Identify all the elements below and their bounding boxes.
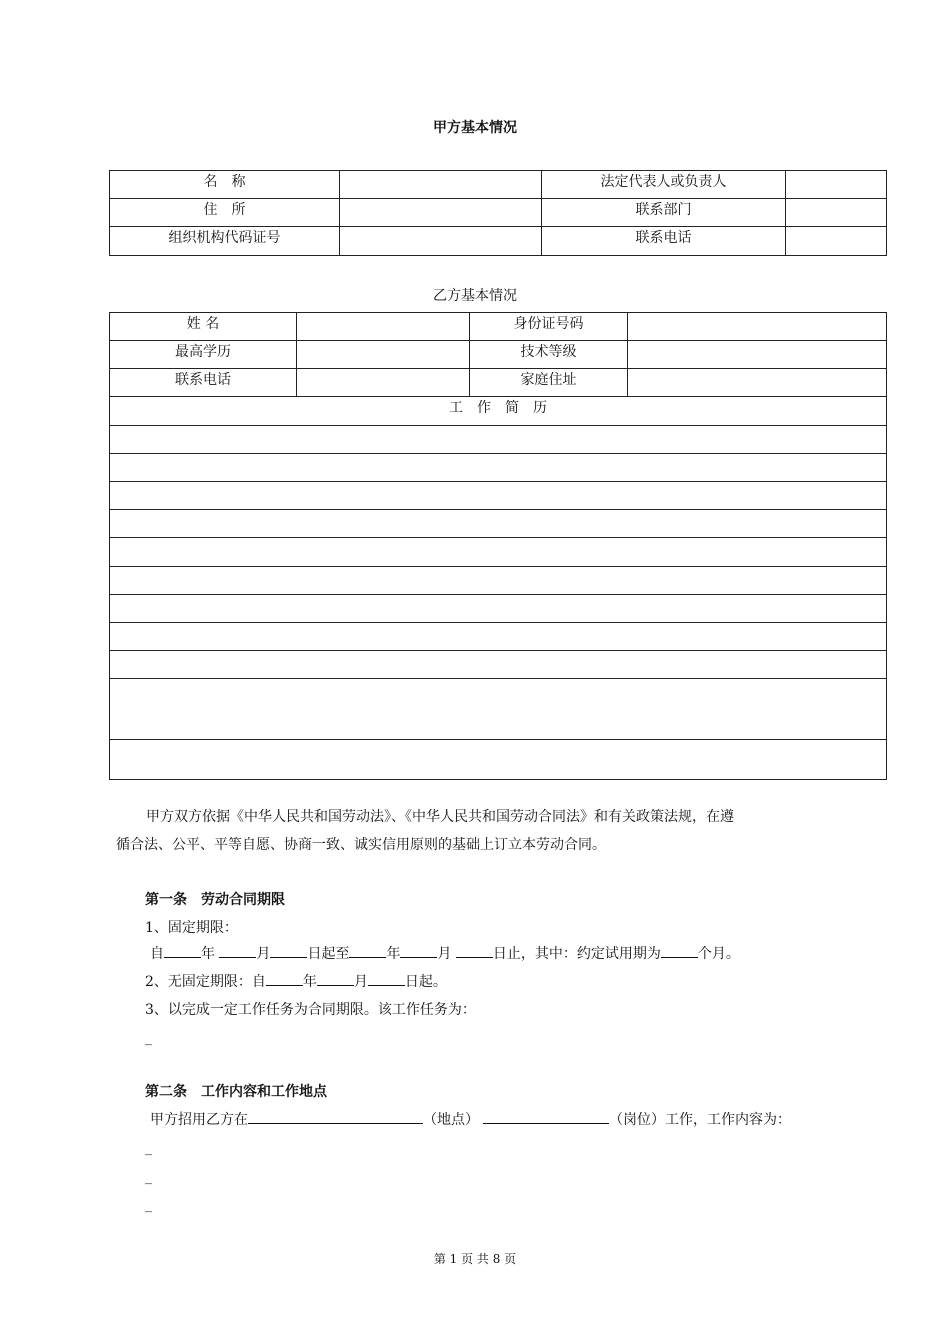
end-day-blank[interactable]: [456, 943, 493, 958]
label-id-number: 身份证号码: [470, 313, 628, 341]
label-full-name: 姓 名: [110, 313, 297, 341]
article1-item2: 2、无固定期限：自 年 月 日起。: [145, 968, 447, 996]
table-row: [110, 313, 887, 341]
work-history-row: [110, 482, 887, 510]
article2-content-blank[interactable]: _: [145, 1197, 152, 1213]
open-start-year-blank[interactable]: [266, 971, 303, 986]
value-full-name[interactable]: [297, 313, 470, 341]
table-row: [110, 199, 887, 227]
work-history-header: 工 作 简 历: [110, 397, 887, 426]
value-phone[interactable]: [786, 227, 887, 256]
label-home-address: 家庭住址: [470, 369, 628, 397]
article2-content-blank[interactable]: _: [145, 1140, 152, 1156]
article1-fixed-term-line: 自 年 月 日起至 年 月 日止，其中：约定试用期为 个月。: [150, 940, 740, 968]
value-phone[interactable]: [297, 369, 470, 397]
work-history-row: [110, 510, 887, 538]
label-legal-rep: 法定代表人或负责人: [542, 171, 786, 199]
article1-item3: 3、以完成一定工作任务为合同期限。该工作任务为：: [145, 1002, 476, 1018]
party-a-table: [109, 170, 887, 256]
work-history-row: [110, 651, 887, 679]
start-month-blank[interactable]: [219, 943, 256, 958]
preamble-line-2: 循合法、公平、平等自愿、协商一致、诚实信用原则的基础上订立本劳动合同。: [116, 837, 606, 853]
location-blank[interactable]: [248, 1109, 423, 1124]
article1-item1: 1、固定期限：: [145, 920, 238, 936]
work-history-row: [110, 623, 887, 651]
value-org-code[interactable]: [340, 227, 542, 256]
work-history-row: [110, 426, 887, 454]
open-start-day-blank[interactable]: [368, 971, 405, 986]
label-contact-dept: 联系部门: [542, 199, 786, 227]
open-start-month-blank[interactable]: [317, 971, 354, 986]
article1-heading: 第一条 劳动合同期限: [145, 892, 285, 908]
value-legal-rep[interactable]: [786, 171, 887, 199]
work-history-row: [110, 538, 887, 567]
label-org-code: 组织机构代码证号: [110, 227, 340, 256]
party-b-table: [109, 312, 887, 780]
article1-task-blank[interactable]: _: [145, 1030, 152, 1046]
table-row: [110, 171, 887, 199]
label-tech-level: 技术等级: [470, 341, 628, 369]
party-a-title: 甲方基本情况: [433, 120, 517, 136]
work-history-row: [110, 679, 887, 740]
value-education[interactable]: [297, 341, 470, 369]
page-footer: 第 1 页 共 8 页: [433, 1252, 517, 1266]
end-month-blank[interactable]: [400, 943, 437, 958]
end-year-blank[interactable]: [349, 943, 386, 958]
value-home-address[interactable]: [628, 369, 887, 397]
article2-content-blank[interactable]: _: [145, 1169, 152, 1185]
table-row: [110, 341, 887, 369]
probation-months-blank[interactable]: [661, 943, 698, 958]
start-day-blank[interactable]: [270, 943, 307, 958]
value-address[interactable]: [340, 199, 542, 227]
start-year-blank[interactable]: [164, 943, 201, 958]
work-history-row: [110, 740, 887, 780]
work-history-row: [110, 567, 887, 595]
work-history-row: [110, 595, 887, 623]
label-address: 住 所: [110, 199, 340, 227]
label-phone: 联系电话: [110, 369, 297, 397]
value-name[interactable]: [340, 171, 542, 199]
table-row: [110, 369, 887, 397]
article2-heading: 第二条 工作内容和工作地点: [145, 1084, 327, 1100]
value-tech-level[interactable]: [628, 341, 887, 369]
position-blank[interactable]: [483, 1109, 609, 1124]
label-phone: 联系电话: [542, 227, 786, 256]
value-id-number[interactable]: [628, 313, 887, 341]
party-b-title: 乙方基本情况: [433, 288, 517, 304]
table-row: [110, 227, 887, 256]
work-history-row: [110, 454, 887, 482]
table-row: [110, 397, 887, 426]
value-contact-dept[interactable]: [786, 199, 887, 227]
preamble-line-1: 甲方双方依据《中华人民共和国劳动法》、《中华人民共和国劳动合同法》和有关政策法规，在遵: [146, 809, 734, 825]
article2-line: 甲方招用乙方在 （地点） （岗位）工作，工作内容为：: [150, 1106, 791, 1134]
label-education: 最高学历: [110, 341, 297, 369]
label-name: 名 称: [110, 171, 340, 199]
